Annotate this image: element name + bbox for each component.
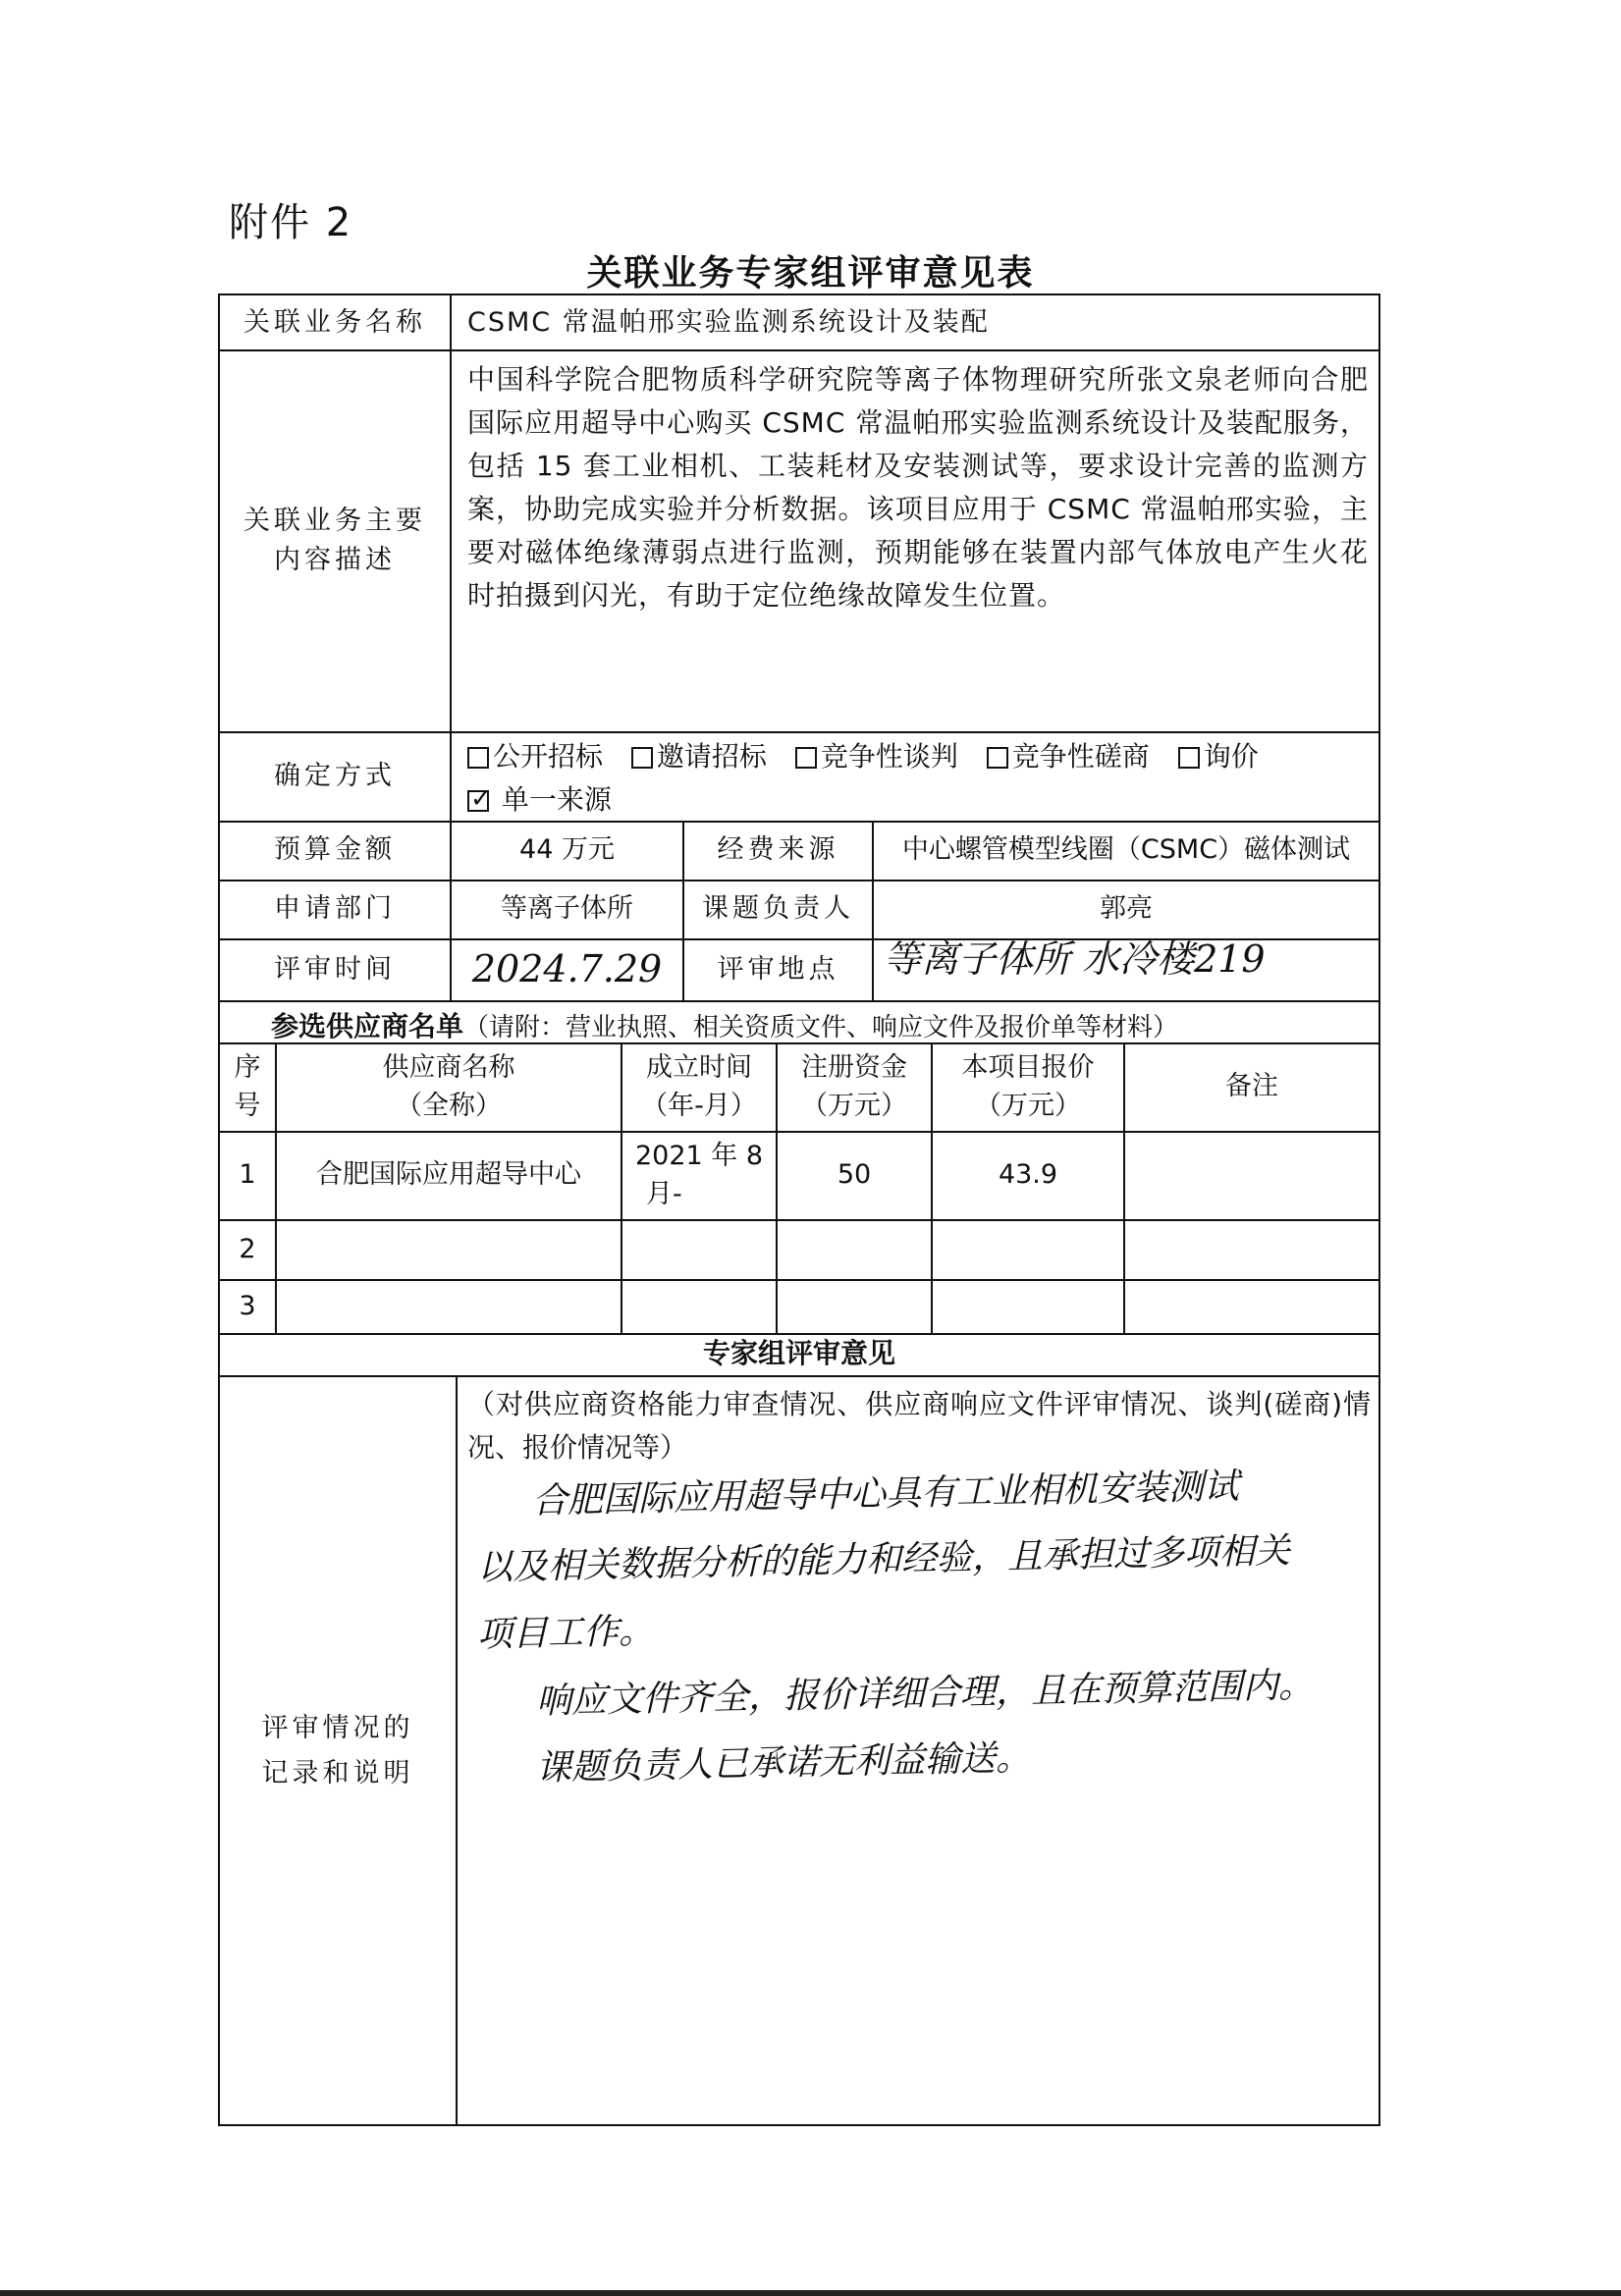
business-name-label: 关联业务名称 — [243, 306, 426, 338]
attachment-label: 附件 2 — [229, 200, 353, 245]
method-option-competitive-consultation[interactable]: 竞争性磋商 — [987, 735, 1150, 778]
department-label: 申请部门 — [274, 893, 396, 925]
method-option-single-source[interactable]: ✓ 单一来源 — [467, 778, 612, 822]
opinion-handwritten-line-2: 以及相关数据分析的能力和经验，且承担过多项相关 — [476, 1530, 1291, 1588]
row-1-capital: 50 — [837, 1159, 872, 1191]
checkbox-icon — [631, 747, 653, 769]
description-label-line2: 内容描述 — [274, 544, 396, 575]
col-header-capital: 注册资金 （万元） — [801, 1051, 907, 1121]
description-label — [220, 349, 450, 731]
review-time-value: 2024.7.29 — [471, 946, 663, 990]
checkbox-icon — [467, 747, 489, 769]
form-title: 关联业务专家组评审意见表 — [586, 253, 1035, 294]
row-1-founded: 2021 年 8 月- — [634, 1140, 764, 1209]
row-1-name: 合肥国际应用超导中心 — [316, 1159, 581, 1191]
leader-value: 郭亮 — [1100, 893, 1153, 925]
method-option-open-tender[interactable]: 公开招标 — [467, 735, 603, 778]
opinion-handwritten-line-5: 课题负责人已承诺无利益输送。 — [535, 1737, 1032, 1789]
funding-value: 中心螺管模型线圈（CSMC）磁体测试 — [901, 834, 1351, 866]
review-place-value: 等离子体所 水冷楼219 — [884, 936, 1266, 981]
method-label: 确定方式 — [274, 760, 396, 791]
col-header-name: 供应商名称 （全称） — [382, 1051, 515, 1121]
expert-opinion-heading: 专家组评审意见 — [702, 1337, 895, 1370]
opinion-handwritten-line-3: 项目工作。 — [476, 1611, 655, 1655]
row-3-seq: 3 — [239, 1290, 256, 1321]
opinion-label: 评审情况的 记录和说明 — [261, 1712, 414, 1789]
checkbox-icon — [987, 747, 1008, 769]
review-time-label: 评审时间 — [274, 953, 396, 985]
leader-label: 课题负责人 — [702, 893, 854, 925]
budget-value: 44 万元 — [519, 834, 615, 866]
opinion-handwritten-line-1: 合肥国际应用超导中心具有工业相机安装测试 — [531, 1466, 1240, 1522]
checkbox-checked-icon — [467, 790, 489, 812]
checkbox-icon — [795, 747, 817, 769]
checkbox-icon — [1178, 747, 1200, 769]
method-option-competitive-negotiation[interactable]: 竞争性谈判 — [795, 735, 958, 778]
business-name-value: CSMC 常温帕邢实验监测系统设计及装配 — [467, 306, 990, 338]
review-place-label: 评审地点 — [717, 953, 839, 985]
row-1-seq: 1 — [239, 1159, 256, 1191]
method-option-invited-tender[interactable]: 邀请招标 — [631, 735, 767, 778]
row-1-remark — [1125, 1131, 1378, 1219]
opinion-printed-note: （对供应商资格能力审查情况、供应商响应文件评审情况、谈判(磋商)情况、报价情况等） — [467, 1388, 1371, 1464]
funding-label: 经费来源 — [717, 834, 839, 866]
department-value: 等离子体所 — [501, 893, 633, 925]
row-1-quote: 43.9 — [998, 1159, 1058, 1191]
budget-label: 预算金额 — [274, 834, 396, 866]
method-options — [467, 735, 1371, 822]
description-value: 中国科学院合肥物质科学研究院等离子体物理研究所张文泉老师向合肥国际应用超导中心购买 CSMC 常温帕邢实验监测系统设计及装配服务，包括 15 套工业相机、工装耗材及安装测试等，要求设计完善的监测方案，协助完成实验并分析数据。该项目应用于 CSMC 常温帕邢实验，主要对磁体绝缘薄弱点进行监测，预期能够在装置内部气体放电产生火花时拍摄到闪光，有助于定位绝缘故障发生位置。 — [467, 363, 1369, 612]
scan-edge — [0, 2290, 1621, 2296]
col-header-remark: 备注 — [1225, 1071, 1278, 1102]
opinion-handwritten-line-4: 响应文件齐全，报价详细合理，且在预算范围内。 — [535, 1665, 1315, 1722]
description-label-line1: 关联业务主要 — [243, 506, 426, 537]
method-option-inquiry[interactable]: 询价 — [1178, 735, 1259, 778]
supplier-list-heading: 参选供应商名单（请附：营业执照、相关资质文件、响应文件及报价单等材料） — [271, 1010, 1179, 1042]
col-header-quote: 本项目报价 （万元） — [961, 1051, 1095, 1121]
col-header-founded: 成立时间 （年-月） — [641, 1051, 757, 1121]
supplier-list-note: （请附：营业执照、相关资质文件、响应文件及报价单等材料） — [463, 1013, 1179, 1042]
col-header-seq: 序 号 — [234, 1051, 261, 1121]
review-form — [218, 294, 1380, 2126]
row-2-seq: 2 — [239, 1233, 256, 1264]
